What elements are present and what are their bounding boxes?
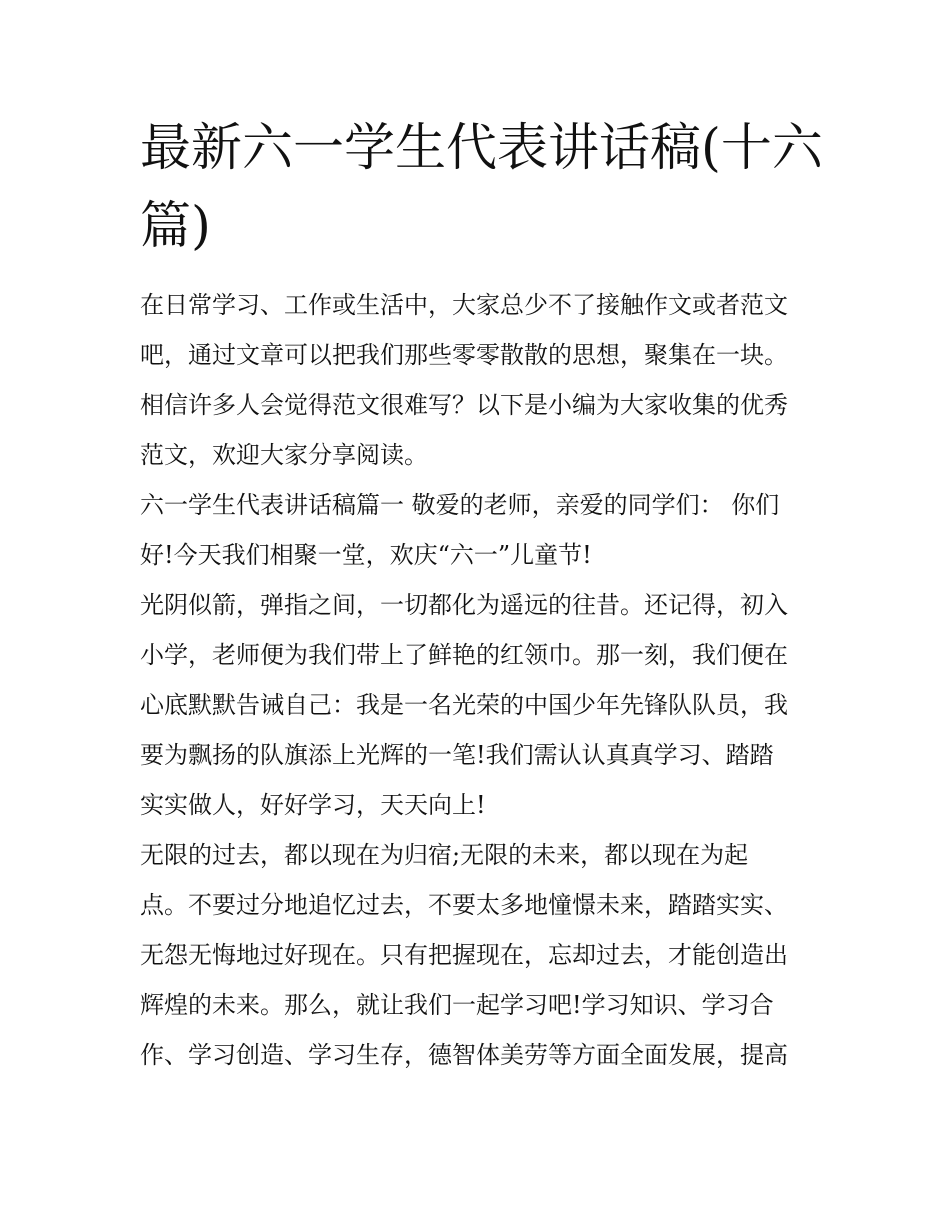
document-page: [140, 110, 823, 1080]
title-line: 篇): [140, 197, 211, 256]
text-line: 光阴似箭，弹指之间，一切都化为遥远的往昔。还记得，初入: [140, 591, 788, 619]
text-line: 六一学生代表讲话稿篇一 敬爱的老师，亲爱的同学们： 你们: [140, 491, 780, 519]
document-title: [140, 110, 823, 266]
text-line: 心底默默告诫自己：我是一名光荣的中国少年先锋队队员，我: [140, 691, 788, 719]
text-line: 在日常学习、工作或生活中，大家总少不了接触作文或者范文: [140, 291, 788, 319]
paragraph-present: [140, 830, 812, 1080]
text-line: 吧，通过文章可以把我们那些零零散散的思想，聚集在一块。: [140, 341, 788, 369]
document-body: [140, 280, 812, 1080]
text-line: 实实做人，好好学习，天天向上!: [140, 791, 486, 819]
text-line: 点。不要过分地追忆过去，不要太多地憧憬未来，踏踏实实、: [140, 891, 788, 919]
text-line: 无怨无悔地过好现在。只有把握现在，忘却过去，才能创造出: [140, 941, 788, 969]
paragraph-intro: [140, 280, 812, 480]
text-line: 相信许多人会觉得范文很难写？以下是小编为大家收集的优秀: [140, 391, 788, 419]
text-line: 好!今天我们相聚一堂，欢庆“六一”儿童节!: [140, 541, 592, 569]
text-line: 范文，欢迎大家分享阅读。: [140, 441, 428, 469]
text-line: 辉煌的未来。那么，就让我们一起学习吧!学习知识、学习合: [140, 991, 774, 1019]
text-line: 作、学习创造、学习生存，德智体美劳等方面全面发展，提高: [140, 1041, 788, 1069]
text-line: 无限的过去，都以现在为归宿;无限的未来，都以现在为起: [140, 841, 749, 869]
title-line: 最新六一学生代表讲话稿(十六: [140, 119, 823, 178]
paragraph-greeting: [140, 480, 812, 580]
text-line: 要为飘扬的队旗添上光辉的一笔!我们需认认真真学习、踏踏: [140, 741, 774, 769]
text-line: 小学，老师便为我们带上了鲜艳的红领巾。那一刻，我们便在: [140, 641, 788, 669]
paragraph-memory: [140, 580, 812, 830]
